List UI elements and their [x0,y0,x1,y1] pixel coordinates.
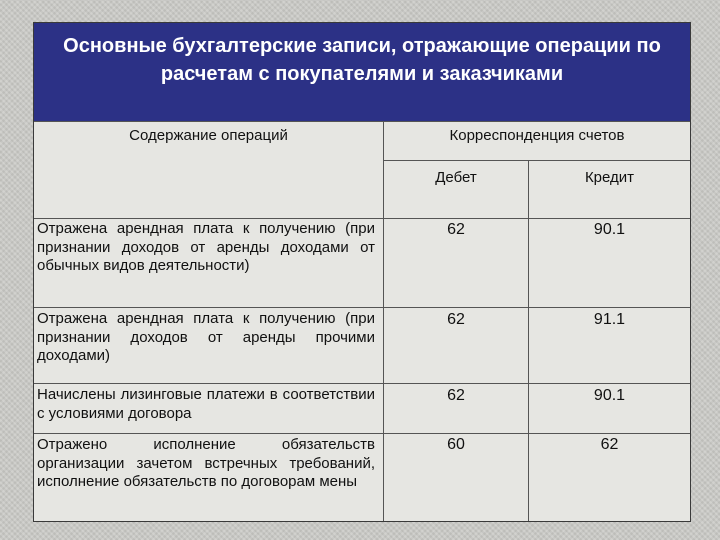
divider [34,433,690,434]
divider [528,160,529,521]
divider [34,218,690,219]
divider [34,307,690,308]
row-credit: 62 [600,436,619,453]
row-description: Отражена арендная плата к получению (при признании доходов от аренды доходами от обычных видов деятельности) [37,220,375,274]
row-description: Отражено исполнение обязательств организации зачетом встречных требований, исполнение обязательств по договорам мены [37,436,375,490]
row-description: Начислены лизинговые платежи в соответствии с условиями договора [37,386,375,422]
slide-title: Основные бухгалтерские записи, отражающие операции по расчетам с покупателями и заказчиками [63,35,661,85]
row-debit: 62 [447,311,465,328]
header-operations: Содержание операций [129,127,288,144]
row-credit: 91.1 [593,311,626,328]
row-debit: 60 [447,436,465,453]
slide [33,22,691,522]
row-credit: 90.1 [593,221,626,238]
title-banner [34,23,690,121]
row-debit: 62 [447,221,465,238]
header-credit: Кредит [584,169,635,186]
header-debit: Дебет [435,169,477,186]
divider [34,383,690,384]
header-correspondence: Корреспонденция счетов [449,127,625,144]
row-credit: 90.1 [593,387,626,404]
row-description: Отражена арендная плата к получению (при признании доходов от аренды прочими доходами) [37,310,375,364]
row-debit: 62 [447,387,465,404]
divider [383,160,690,161]
divider [34,121,690,122]
